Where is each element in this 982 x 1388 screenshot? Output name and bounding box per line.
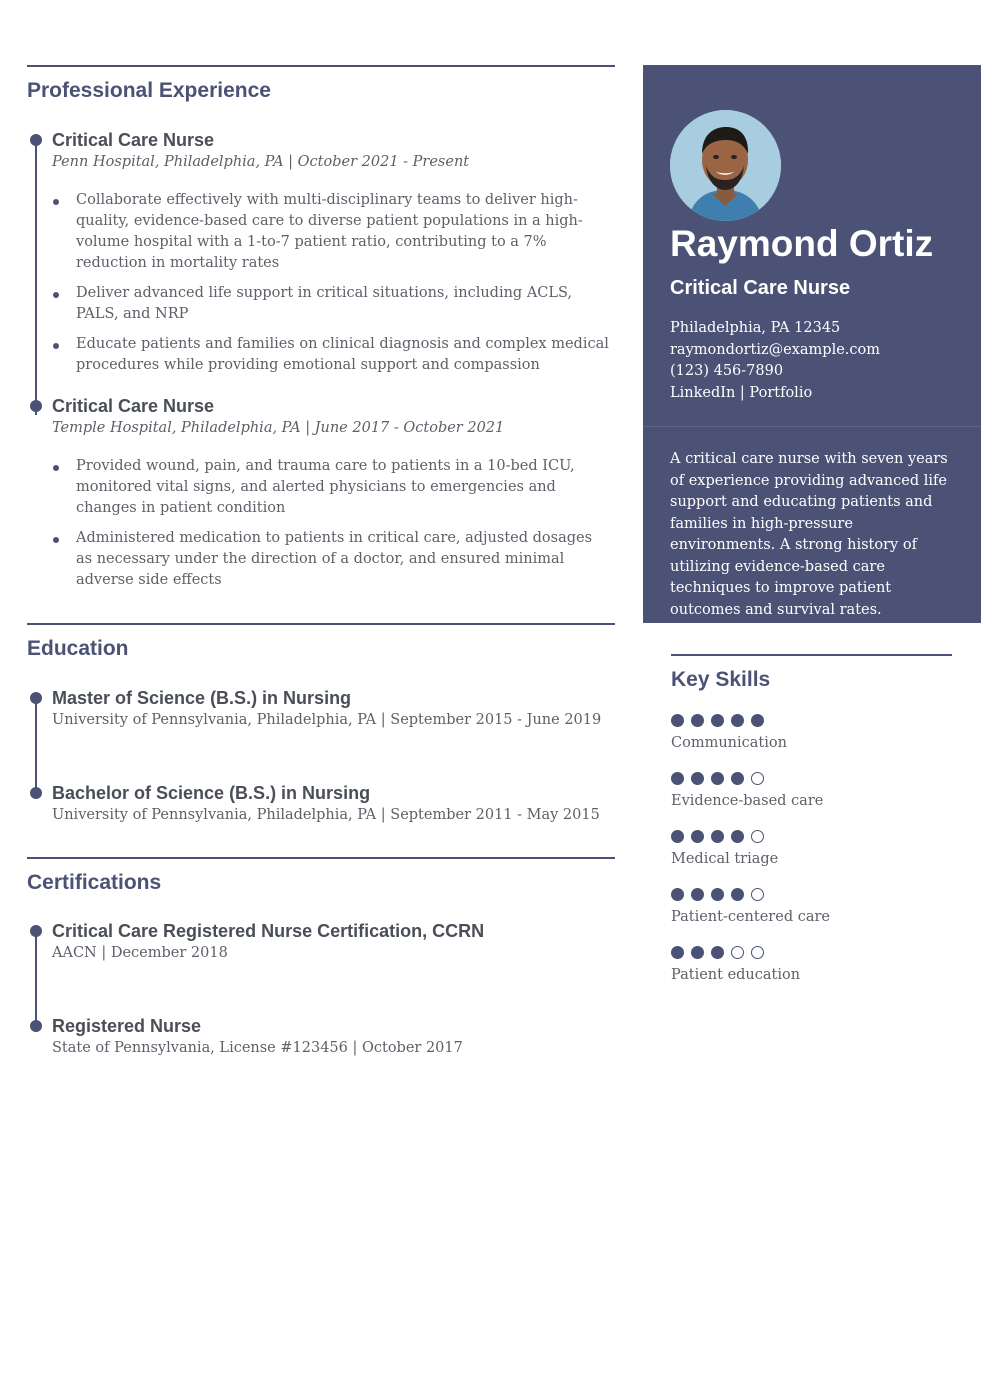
rating-filled-dot bbox=[691, 830, 704, 843]
rating-empty-dot bbox=[751, 772, 764, 785]
skill-name: Medical triage bbox=[671, 851, 779, 867]
profile-summary: A critical care nurse with seven years of experience providing advanced life support and educating patients and families in high-pressure environments. A strong history of utilizing evidence-based care techniques to improve patient outcomes and survival rates. bbox=[670, 451, 948, 618]
degree-title: Bachelor of Science (B.S.) in Nursing bbox=[52, 783, 371, 803]
skill-item bbox=[671, 714, 952, 753]
panel-divider bbox=[643, 426, 981, 427]
job-bullets bbox=[52, 190, 615, 376]
skills-title: Key Skills bbox=[671, 668, 771, 691]
rating-filled-dot bbox=[671, 714, 684, 727]
job-meta: Temple Hospital, Philadelphia, PA | June 2017 - October 2021 bbox=[52, 420, 505, 436]
rating-filled-dot bbox=[671, 888, 684, 901]
skills-section bbox=[671, 654, 952, 985]
education-timeline bbox=[27, 687, 615, 826]
rating-filled-dot bbox=[691, 714, 704, 727]
job-entry bbox=[27, 129, 615, 376]
job-bullet: Collaborate effectively with multi-disciplinary teams to deliver high-quality, evidence-based care to diverse patient populations in a high-volume hospital with a 1-to-7 patient ratio, contributing to a 7% reduction in mortality rates bbox=[52, 190, 615, 274]
skill-rating bbox=[671, 772, 952, 785]
job-meta: Penn Hospital, Philadelphia, PA | October 2021 - Present bbox=[52, 154, 470, 170]
education-entry bbox=[27, 782, 615, 826]
section-divider bbox=[27, 857, 615, 859]
certification-name: Critical Care Registered Nurse Certification, CCRN bbox=[52, 921, 485, 941]
skill-item bbox=[671, 830, 952, 869]
rating-empty-dot bbox=[731, 946, 744, 959]
certification-name: Registered Nurse bbox=[52, 1016, 202, 1036]
contact-phone[interactable]: (123) 456-7890 bbox=[670, 363, 784, 379]
timeline-dot bbox=[30, 1020, 42, 1032]
rating-filled-dot bbox=[711, 714, 724, 727]
degree-meta: University of Pennsylvania, Philadelphia, PA | September 2011 - May 2015 bbox=[52, 807, 600, 823]
job-bullet: Educate patients and families on clinical diagnosis and complex medical procedures while providing emotional support and compassion bbox=[52, 334, 615, 376]
degree-meta: University of Pennsylvania, Philadelphia, PA | September 2015 - June 2019 bbox=[52, 712, 602, 728]
skill-name: Patient-centered care bbox=[671, 909, 830, 925]
rating-filled-dot bbox=[691, 888, 704, 901]
contact-email[interactable]: raymondortiz@example.com bbox=[670, 341, 880, 358]
rating-filled-dot bbox=[691, 772, 704, 785]
skill-rating bbox=[671, 888, 952, 901]
contact-address: Philadelphia, PA 12345 bbox=[670, 320, 841, 336]
job-title: Critical Care Nurse bbox=[52, 130, 215, 150]
skill-name: Communication bbox=[671, 735, 787, 751]
certification-meta: State of Pennsylvania, License #123456 | October 2017 bbox=[52, 1040, 463, 1056]
rating-filled-dot bbox=[691, 946, 704, 959]
certification-entry bbox=[27, 920, 615, 964]
certifications-title: Certifications bbox=[27, 871, 162, 894]
experience-timeline bbox=[27, 129, 615, 591]
skill-rating bbox=[671, 946, 952, 959]
timeline-dot bbox=[30, 134, 42, 146]
timeline-dot bbox=[30, 692, 42, 704]
section-divider bbox=[27, 65, 615, 67]
skill-item bbox=[671, 772, 952, 811]
job-title: Critical Care Nurse bbox=[52, 396, 215, 416]
rating-filled-dot bbox=[671, 772, 684, 785]
rating-filled-dot bbox=[711, 946, 724, 959]
avatar-portrait-icon bbox=[670, 110, 781, 221]
experience-title: Professional Experience bbox=[27, 79, 271, 102]
rating-empty-dot bbox=[751, 888, 764, 901]
rating-filled-dot bbox=[731, 714, 744, 727]
job-entry bbox=[27, 395, 615, 591]
rating-filled-dot bbox=[671, 830, 684, 843]
rating-filled-dot bbox=[731, 772, 744, 785]
main-column bbox=[27, 65, 615, 1059]
rating-empty-dot bbox=[751, 946, 764, 959]
profile-role: Critical Care Nurse bbox=[670, 277, 851, 299]
skill-rating bbox=[671, 830, 952, 843]
rating-filled-dot bbox=[711, 888, 724, 901]
timeline-dot bbox=[30, 400, 42, 412]
rating-filled-dot bbox=[671, 946, 684, 959]
certification-meta: AACN | December 2018 bbox=[52, 945, 228, 961]
job-bullet: Administered medication to patients in critical care, adjusted dosages as necessary under the direction of a doctor, and ensured minimal adverse side effects bbox=[52, 528, 615, 591]
rating-filled-dot bbox=[711, 772, 724, 785]
rating-filled-dot bbox=[751, 714, 764, 727]
rating-filled-dot bbox=[711, 830, 724, 843]
job-bullet: Deliver advanced life support in critical situations, including ACLS, PALS, and NRP bbox=[52, 283, 615, 325]
rating-filled-dot bbox=[731, 830, 744, 843]
rating-empty-dot bbox=[751, 830, 764, 843]
skills-list bbox=[671, 714, 952, 985]
degree-title: Master of Science (B.S.) in Nursing bbox=[52, 688, 352, 708]
certifications-timeline bbox=[27, 920, 615, 1059]
timeline-dot bbox=[30, 925, 42, 937]
skill-name: Patient education bbox=[671, 967, 801, 983]
avatar bbox=[670, 110, 781, 221]
contact-links[interactable]: LinkedIn | Portfolio bbox=[670, 384, 813, 401]
skill-rating bbox=[671, 714, 952, 727]
job-bullets bbox=[52, 456, 615, 591]
skill-item bbox=[671, 888, 952, 927]
rating-filled-dot bbox=[731, 888, 744, 901]
education-title: Education bbox=[27, 637, 129, 660]
skill-item bbox=[671, 946, 952, 985]
certification-entry bbox=[27, 1015, 615, 1059]
profile-panel bbox=[643, 65, 981, 623]
section-divider bbox=[671, 654, 952, 656]
skill-name: Evidence-based care bbox=[671, 793, 824, 809]
education-entry bbox=[27, 687, 615, 731]
profile-name: Raymond Ortiz bbox=[670, 223, 934, 264]
timeline-dot bbox=[30, 787, 42, 799]
contact-info bbox=[670, 318, 880, 404]
section-divider bbox=[27, 623, 615, 625]
job-bullet: Provided wound, pain, and trauma care to patients in a 10-bed ICU, monitored vital signs, and alerted physicians to emergencies and changes in patient condition bbox=[52, 456, 615, 519]
